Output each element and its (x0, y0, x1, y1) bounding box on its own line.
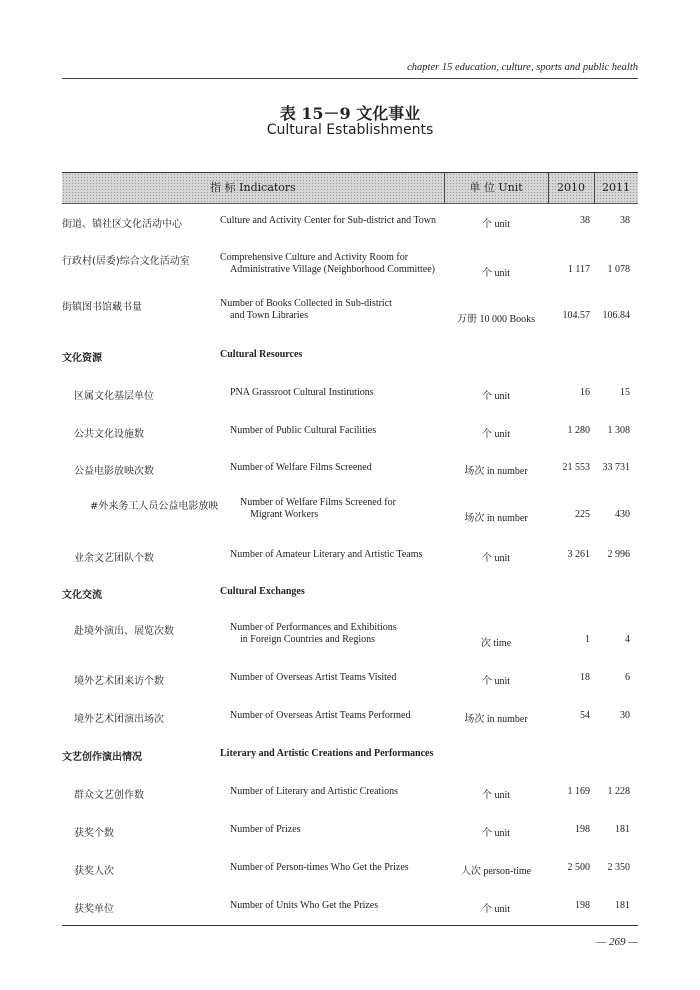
table-bottom-rule (62, 925, 638, 926)
unit-cell: 个 unit (481, 268, 511, 279)
table-title-cn: 表 15－9 文化事业 (279, 104, 421, 123)
unit-cell: 次 time (480, 638, 512, 649)
value-2010: 2 500 (567, 862, 590, 873)
indicator-cn: 公益电影放映次数 (74, 466, 154, 477)
table-title-en: Cultural Establishments (266, 122, 434, 138)
indicator-en: Comprehensive Culture and Activity Room for (220, 252, 409, 263)
indicator-en: Administrative Village (Neighborhood Committee) (230, 264, 436, 275)
unit-cell: 场次 in number (464, 714, 528, 725)
indicator-en: Culture and Activity Center for Sub-district and Town (220, 215, 437, 226)
indicator-en: Number of Welfare Films Screened (230, 462, 372, 473)
year-2010-header: 2010 (557, 181, 585, 194)
value-2010: 198 (575, 900, 590, 911)
value-2010: 18 (580, 672, 590, 683)
value-2011: 15 (620, 387, 630, 398)
unit-cell: 个 unit (481, 553, 511, 564)
unit-cell: 个 unit (481, 828, 511, 839)
indicator-cn: 获奖人次 (74, 866, 114, 877)
value-2011: 30 (620, 710, 630, 721)
value-2010: 225 (575, 509, 590, 520)
value-2011: 2 350 (607, 862, 630, 873)
value-2011: 6 (625, 672, 630, 683)
indicators-header: 指 标 Indicators (210, 181, 296, 194)
value-2010: 54 (580, 710, 590, 721)
value-2010: 1 (585, 634, 590, 645)
unit-cell: 个 unit (481, 429, 511, 440)
value-2010: 38 (580, 215, 590, 226)
value-2011: 2 996 (607, 549, 630, 560)
unit-cell: 场次 in number (464, 466, 528, 477)
value-2011: 1 078 (607, 264, 630, 275)
unit-cell: 个 unit (481, 219, 511, 230)
indicator-en: and Town Libraries (230, 310, 308, 321)
unit-cell: 个 unit (481, 391, 511, 402)
indicator-en: Cultural Resources (220, 349, 303, 360)
indicator-en: Number of Units Who Get the Prizes (230, 900, 379, 911)
value-2010: 1 117 (567, 264, 590, 275)
indicator-en: Number of Prizes (230, 824, 301, 835)
indicator-en: Number of Literary and Artistic Creations (230, 786, 399, 797)
indicator-cn: 行政村(居委)综合文化活动室 (62, 256, 190, 267)
unit-cell: 个 unit (481, 904, 511, 915)
value-2011: 430 (615, 509, 630, 520)
value-2011: 38 (620, 215, 630, 226)
indicator-cn: 获奖单位 (74, 904, 114, 915)
page-number: — 269 — (596, 936, 638, 948)
indicator-en: Number of Overseas Artist Teams Visited (230, 672, 397, 683)
value-2011: 4 (625, 634, 630, 645)
value-2010: 198 (575, 824, 590, 835)
indicator-cn: 街镇图书馆藏书量 (62, 302, 142, 313)
indicator-cn: 群众文艺创作数 (74, 790, 144, 801)
indicator-cn: 赴境外演出、展览次数 (74, 626, 174, 637)
indicator-en: Number of Overseas Artist Teams Performed (230, 710, 411, 721)
indicator-cn: 获奖个数 (74, 828, 114, 839)
value-2011: 1 308 (607, 425, 630, 436)
indicator-en: Number of Person-times Who Get the Prizes (230, 862, 409, 873)
header-rule (62, 78, 638, 79)
table-header (62, 172, 638, 204)
value-2011: 181 (615, 824, 630, 835)
value-2011: 181 (615, 900, 630, 911)
indicator-en: Literary and Artistic Creations and Performances (220, 748, 434, 759)
indicator-cn: 文化资源 (62, 353, 102, 364)
indicator-en: Number of Welfare Films Screened for (240, 497, 396, 508)
indicator-cn: 文化交流 (62, 590, 102, 601)
indicator-cn: 区属文化基层单位 (74, 391, 154, 402)
indicator-cn: 境外艺术团来访个数 (74, 676, 164, 687)
indicator-cn: 业余文艺团队个数 (74, 553, 154, 564)
indicator-en: Number of Books Collected in Sub-district (220, 298, 392, 309)
value-2011: 1 228 (607, 786, 630, 797)
value-2011: 106.84 (602, 310, 630, 321)
indicator-cn: 境外艺术团演出场次 (74, 714, 164, 725)
unit-cell: 人次 person-time (460, 866, 532, 877)
value-2010: 104.57 (562, 310, 590, 321)
year-2011-header: 2011 (602, 181, 630, 194)
value-2010: 16 (580, 387, 590, 398)
value-2010: 3 261 (567, 549, 590, 560)
indicator-cn: #外来务工人员公益电影放映 (90, 501, 219, 512)
unit-cell: 万册 10 000 Books (456, 314, 536, 325)
running-header: chapter 15 education, culture, sports and public health (407, 62, 638, 73)
unit-cell: 场次 in number (464, 513, 528, 524)
indicator-en: Number of Performances and Exhibitions (230, 622, 397, 633)
unit-cell: 个 unit (481, 790, 511, 801)
value-2011: 33 731 (602, 462, 630, 473)
indicator-cn: 街道、镇社区文化活动中心 (62, 219, 182, 230)
indicator-cn: 公共文化设施数 (74, 429, 144, 440)
value-2010: 1 169 (567, 786, 590, 797)
indicator-en: PNA Grassroot Cultural Institutions (230, 387, 374, 398)
value-2010: 21 553 (562, 462, 590, 473)
value-2010: 1 280 (567, 425, 590, 436)
indicator-en: Number of Amateur Literary and Artistic Teams (230, 549, 423, 560)
indicator-en: Number of Public Cultural Facilities (230, 425, 377, 436)
indicator-en: in Foreign Countries and Regions (240, 634, 375, 645)
unit-header: 单 位 Unit (469, 181, 523, 194)
indicator-en: Migrant Workers (250, 509, 319, 520)
indicator-cn: 文艺创作演出情况 (62, 752, 142, 763)
unit-cell: 个 unit (481, 676, 511, 687)
indicator-en: Cultural Exchanges (220, 586, 305, 597)
